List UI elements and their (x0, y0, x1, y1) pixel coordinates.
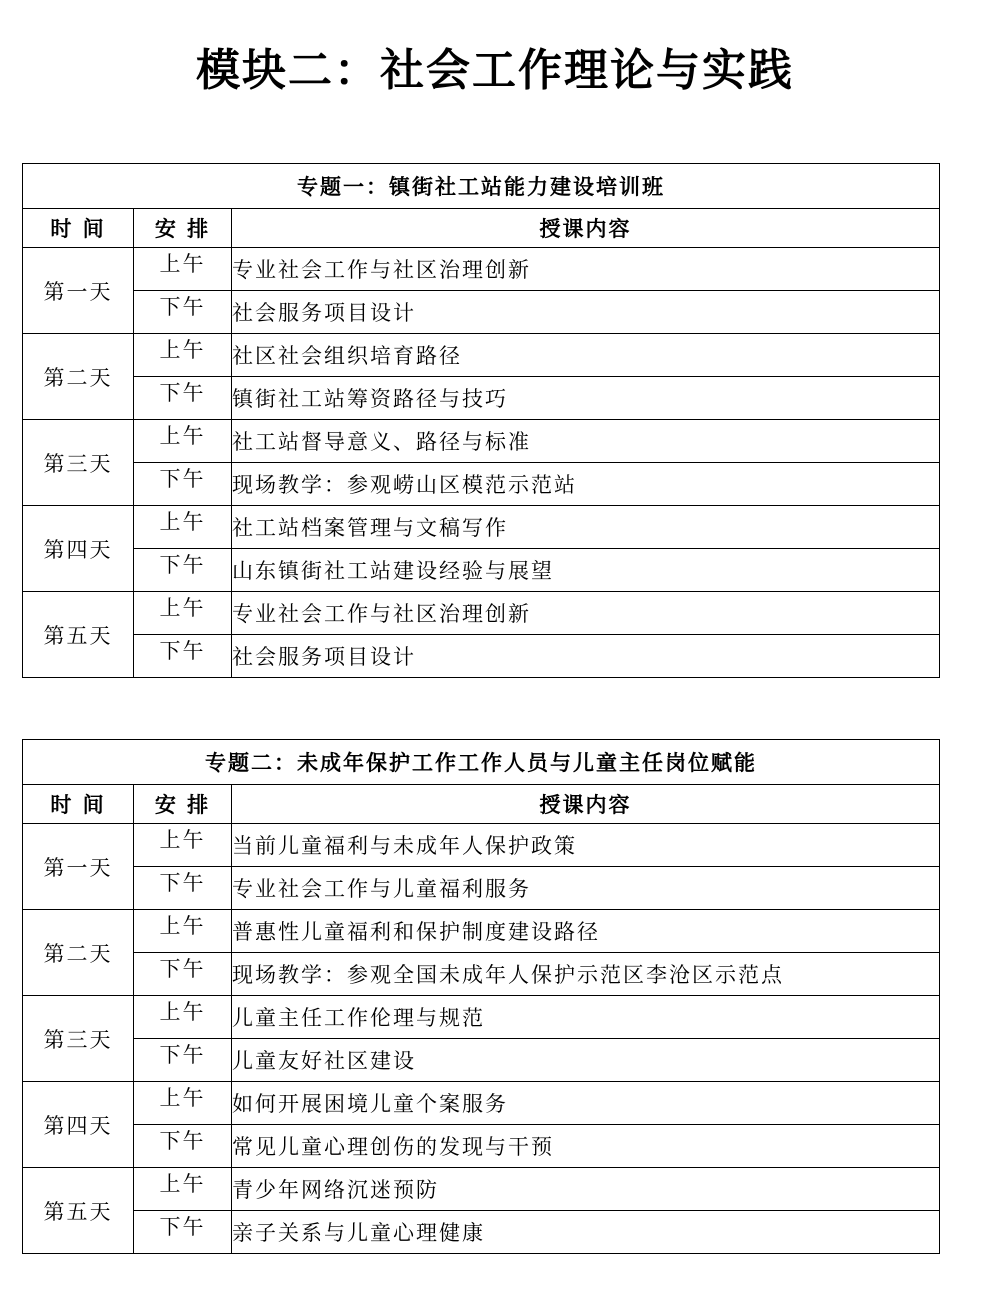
day-label: 第四天 (23, 506, 134, 592)
day-label: 第五天 (23, 592, 134, 678)
day-label: 第一天 (23, 824, 134, 910)
table-row (23, 1168, 940, 1211)
content-am: 社区社会组织培育路径 (232, 334, 940, 377)
content-pm: 亲子关系与儿童心理健康 (232, 1211, 940, 1254)
topic-caption: 专题二：未成年保护工作工作人员与儿童主任岗位赋能 (23, 740, 940, 785)
content-am: 当前儿童福利与未成年人保护政策 (232, 824, 940, 867)
slot-am: 上午 (134, 506, 232, 549)
table-row (23, 635, 940, 678)
header-slot: 安 排 (134, 209, 232, 248)
table-row (23, 1039, 940, 1082)
table-row (23, 1082, 940, 1125)
slot-am: 上午 (134, 592, 232, 635)
page-title: 模块二：社会工作理论与实践 (196, 45, 794, 96)
table-caption-row (23, 740, 940, 785)
slot-pm: 下午 (134, 867, 232, 910)
slot-am: 上午 (134, 334, 232, 377)
header-content: 授课内容 (232, 209, 940, 248)
slot-pm: 下午 (134, 377, 232, 420)
day-label: 第二天 (23, 334, 134, 420)
day-label: 第三天 (23, 420, 134, 506)
table-row (23, 420, 940, 463)
content-am: 儿童主任工作伦理与规范 (232, 996, 940, 1039)
day-label: 第一天 (23, 248, 134, 334)
header-slot: 安 排 (134, 785, 232, 824)
content-pm: 常见儿童心理创伤的发现与干预 (232, 1125, 940, 1168)
header-content: 授课内容 (232, 785, 940, 824)
content-am: 如何开展困境儿童个案服务 (232, 1082, 940, 1125)
slot-pm: 下午 (134, 463, 232, 506)
table-row (23, 549, 940, 592)
content-pm: 儿童友好社区建设 (232, 1039, 940, 1082)
slot-pm: 下午 (134, 1125, 232, 1168)
content-am: 专业社会工作与社区治理创新 (232, 592, 940, 635)
table-row (23, 592, 940, 635)
table-header-row (23, 785, 940, 824)
table-row (23, 1125, 940, 1168)
topic-caption: 专题一：镇街社工站能力建设培训班 (23, 164, 940, 209)
content-am: 专业社会工作与社区治理创新 (232, 248, 940, 291)
slot-pm: 下午 (134, 635, 232, 678)
table-row (23, 953, 940, 996)
slot-pm: 下午 (134, 549, 232, 592)
day-label: 第三天 (23, 996, 134, 1082)
content-pm: 现场教学：参观全国未成年人保护示范区李沧区示范点 (232, 953, 940, 996)
slot-am: 上午 (134, 910, 232, 953)
day-label: 第二天 (23, 910, 134, 996)
table-row (23, 248, 940, 291)
content-pm: 社会服务项目设计 (232, 291, 940, 334)
content-pm: 专业社会工作与儿童福利服务 (232, 867, 940, 910)
table-row (23, 824, 940, 867)
content-pm: 山东镇街社工站建设经验与展望 (232, 549, 940, 592)
content-am: 社工站督导意义、路径与标准 (232, 420, 940, 463)
table-row (23, 910, 940, 953)
content-pm: 镇街社工站筹资路径与技巧 (232, 377, 940, 420)
content-am: 青少年网络沉迷预防 (232, 1168, 940, 1211)
slot-am: 上午 (134, 996, 232, 1039)
content-am: 社工站档案管理与文稿写作 (232, 506, 940, 549)
slot-pm: 下午 (134, 1211, 232, 1254)
slot-am: 上午 (134, 420, 232, 463)
table-row (23, 1211, 940, 1254)
slot-am: 上午 (134, 824, 232, 867)
content-am: 普惠性儿童福利和保护制度建设路径 (232, 910, 940, 953)
table-row (23, 291, 940, 334)
table-row (23, 334, 940, 377)
table-row (23, 996, 940, 1039)
slot-am: 上午 (134, 1168, 232, 1211)
table-row (23, 377, 940, 420)
slot-pm: 下午 (134, 1039, 232, 1082)
table-row (23, 506, 940, 549)
slot-am: 上午 (134, 1082, 232, 1125)
content-pm: 现场教学：参观崂山区模范示范站 (232, 463, 940, 506)
day-label: 第五天 (23, 1168, 134, 1254)
table-row (23, 463, 940, 506)
table-header-row (23, 209, 940, 248)
content-pm: 社会服务项目设计 (232, 635, 940, 678)
header-time: 时 间 (23, 785, 134, 824)
header-time: 时 间 (23, 209, 134, 248)
table-caption-row (23, 164, 940, 209)
slot-pm: 下午 (134, 953, 232, 996)
slot-am: 上午 (134, 248, 232, 291)
topic-2-schedule-table (22, 739, 940, 1254)
topic-1-schedule-table (22, 163, 940, 678)
day-label: 第四天 (23, 1082, 134, 1168)
slot-pm: 下午 (134, 291, 232, 334)
table-row (23, 867, 940, 910)
